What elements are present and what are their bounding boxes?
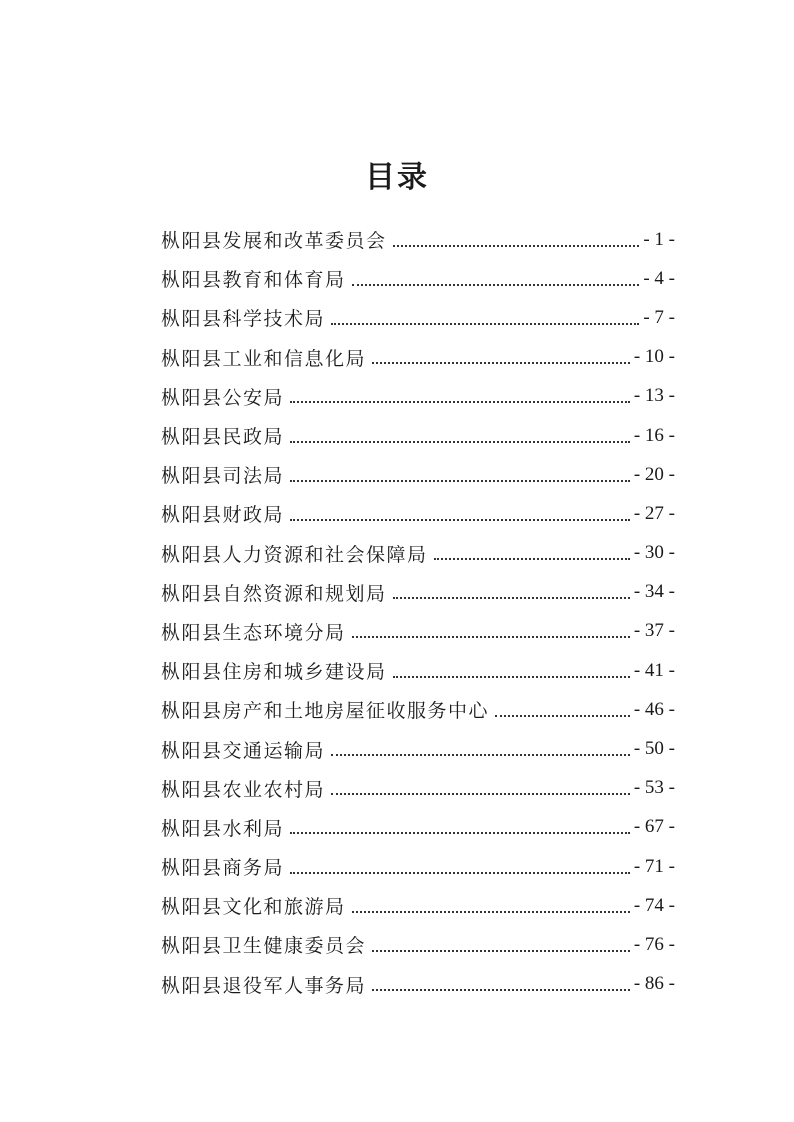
toc-entry-label: 枞阳县生态环境分局 <box>161 621 346 644</box>
toc-entry-page: - 4 - <box>643 267 675 289</box>
toc-entry-label: 枞阳县自然资源和规划局 <box>161 582 387 605</box>
toc-entry-label: 枞阳县交通运输局 <box>161 739 326 762</box>
toc-entry-label: 枞阳县卫生健康委员会 <box>161 935 367 958</box>
toc-entry-page: - 37 - <box>633 620 675 642</box>
toc-entry-page: - 41 - <box>633 659 675 681</box>
toc-entry[interactable] <box>161 612 675 651</box>
toc-entry[interactable] <box>161 847 675 886</box>
toc-entry-label: 枞阳县工业和信息化局 <box>161 347 367 370</box>
toc-entry-page: - 7 - <box>643 306 675 328</box>
toc-entry[interactable] <box>161 455 675 494</box>
toc-dot-leader <box>434 558 630 560</box>
toc-dot-leader <box>290 519 630 521</box>
toc-entry-page: - 10 - <box>633 346 675 368</box>
toc-entry[interactable] <box>161 416 675 455</box>
toc-entry-label: 枞阳县司法局 <box>161 465 285 488</box>
toc-dot-leader <box>290 480 630 482</box>
toc-entry[interactable] <box>161 220 675 259</box>
toc-entry-page: - 13 - <box>633 385 675 407</box>
toc-entry-page: - 53 - <box>633 777 675 799</box>
toc-dot-leader <box>331 754 630 756</box>
toc-dot-leader <box>372 989 630 991</box>
toc-entry-label: 枞阳县人力资源和社会保障局 <box>161 543 428 566</box>
toc-entry-page: - 16 - <box>633 424 675 446</box>
toc-entry-label: 枞阳县公安局 <box>161 386 285 409</box>
toc-dot-leader <box>352 284 640 286</box>
toc-entry-label: 枞阳县房产和土地房屋征收服务中心 <box>161 700 490 723</box>
toc-entry-page: - 67 - <box>633 816 675 838</box>
toc-entry[interactable] <box>161 769 675 808</box>
toc-entry-page: - 71 - <box>633 855 675 877</box>
toc-entry-page: - 76 - <box>633 933 675 955</box>
toc-dot-leader <box>372 362 630 364</box>
page-title: 目录 <box>365 160 429 196</box>
toc-entry-page: - 46 - <box>633 698 675 720</box>
toc-entry[interactable] <box>161 729 675 768</box>
toc-dot-leader <box>331 793 630 795</box>
toc-entry-label: 枞阳县科学技术局 <box>161 308 326 331</box>
toc-entry[interactable] <box>161 494 675 533</box>
toc-entry-label: 枞阳县发展和改革委员会 <box>161 230 387 253</box>
toc-entry[interactable] <box>161 534 675 573</box>
toc-entry-label: 枞阳县水利局 <box>161 817 285 840</box>
toc-entry-page: - 50 - <box>633 738 675 760</box>
toc-entry-page: - 27 - <box>633 502 675 524</box>
toc-entry[interactable] <box>161 886 675 925</box>
toc-entry-label: 枞阳县文化和旅游局 <box>161 896 346 919</box>
toc-dot-leader <box>290 832 630 834</box>
toc-dot-leader <box>290 872 630 874</box>
toc-entry-page: - 74 - <box>633 894 675 916</box>
toc-entry[interactable] <box>161 808 675 847</box>
toc-entry-page: - 30 - <box>633 542 675 564</box>
toc-entry-page: - 1 - <box>643 228 675 250</box>
toc-entry-label: 枞阳县教育和体育局 <box>161 269 346 292</box>
toc-entry[interactable] <box>161 925 675 964</box>
toc-entry[interactable] <box>161 965 675 1004</box>
toc-entry[interactable] <box>161 573 675 612</box>
toc-entry-label: 枞阳县农业农村局 <box>161 778 326 801</box>
toc-dot-leader <box>331 323 639 325</box>
toc-dot-leader <box>372 950 630 952</box>
toc-dot-leader <box>290 441 630 443</box>
toc-entry[interactable] <box>161 651 675 690</box>
toc-dot-leader <box>393 245 640 247</box>
toc-dot-leader <box>393 597 630 599</box>
toc-dot-leader <box>352 911 630 913</box>
toc-entry[interactable] <box>161 338 675 377</box>
toc-entry[interactable] <box>161 259 675 298</box>
toc-entry[interactable] <box>161 298 675 337</box>
toc-entry-page: - 20 - <box>633 463 675 485</box>
toc-entry-label: 枞阳县住房和城乡建设局 <box>161 661 387 684</box>
toc-entry-label: 枞阳县民政局 <box>161 426 285 449</box>
toc-entry[interactable] <box>161 690 675 729</box>
toc-entry-label: 枞阳县财政局 <box>161 504 285 527</box>
toc-dot-leader <box>352 636 630 638</box>
toc-entry[interactable] <box>161 377 675 416</box>
toc-entry-page: - 86 - <box>633 973 675 995</box>
toc-dot-leader <box>495 715 630 717</box>
toc-dot-leader <box>393 676 630 678</box>
table-of-contents <box>161 220 675 1004</box>
toc-entry-label: 枞阳县商务局 <box>161 857 285 880</box>
toc-entry-label: 枞阳县退役军人事务局 <box>161 974 367 997</box>
toc-entry-page: - 34 - <box>633 581 675 603</box>
toc-dot-leader <box>290 401 630 403</box>
